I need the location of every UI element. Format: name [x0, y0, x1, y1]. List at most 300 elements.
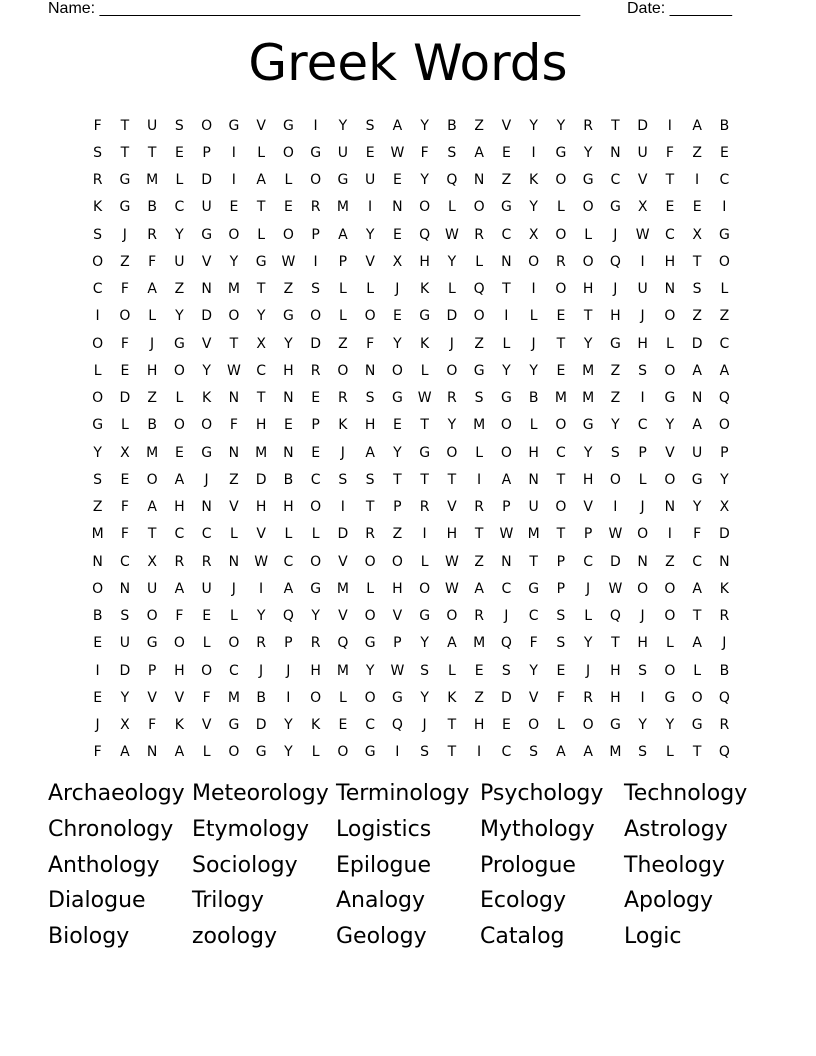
grid-letter: F [148, 253, 157, 270]
grid-letter: O [119, 308, 131, 325]
grid-letter: E [283, 417, 293, 434]
grid-letter: A [147, 499, 157, 516]
grid-letter: Z [610, 390, 621, 407]
grid-letter: M [473, 417, 486, 434]
word-list-item: Catalog [480, 924, 565, 950]
grid-letter: W [499, 526, 514, 543]
grid-letter: L [366, 281, 375, 298]
word-search-grid [84, 112, 738, 766]
grid-letter: E [501, 144, 511, 161]
grid-letter: I [667, 526, 672, 543]
grid-letter: I [231, 144, 236, 161]
grid-letter: O [310, 308, 322, 325]
grid-letter: O [391, 553, 403, 570]
grid-letter: F [420, 144, 429, 161]
grid-letter: P [720, 444, 729, 461]
grid-letter: U [337, 144, 348, 161]
grid-letter: B [283, 471, 294, 488]
grid-letter: I [477, 471, 482, 488]
word-list-item: Logistics [336, 816, 432, 842]
grid-letter: Z [92, 499, 103, 516]
grid-letter: S [93, 226, 103, 243]
grid-letter: O [473, 199, 485, 216]
grid-letter: Q [419, 226, 431, 243]
grid-letter: Q [718, 689, 730, 706]
grid-letter: V [229, 499, 239, 516]
grid-letter: T [692, 744, 702, 761]
grid-letter: H [582, 471, 594, 488]
grid-letter: N [392, 199, 403, 216]
grid-letter: N [719, 553, 730, 570]
grid-letter: C [692, 553, 703, 570]
grid-letter: U [528, 499, 539, 516]
grid-letter: O [419, 580, 431, 597]
grid-letter: M [527, 526, 540, 543]
grid-letter: A [283, 580, 294, 597]
grid-letter: G [718, 226, 730, 243]
grid-letter: Y [420, 172, 429, 189]
grid-letter: C [201, 526, 212, 543]
grid-letter: O [364, 689, 376, 706]
grid-letter: O [528, 717, 540, 734]
grid-letter: G [609, 717, 621, 734]
grid-letter: O [446, 444, 458, 461]
grid-letter: R [92, 172, 103, 189]
grid-letter: J [259, 662, 264, 679]
grid-letter: O [446, 608, 458, 625]
grid-letter: N [364, 362, 376, 379]
grid-letter: Z [120, 253, 130, 270]
grid-letter: L [175, 390, 184, 407]
grid-letter: M [336, 199, 349, 216]
grid-letter: S [501, 662, 511, 679]
grid-letter: T [229, 335, 239, 352]
grid-letter: D [609, 553, 621, 570]
grid-letter: D [119, 662, 131, 679]
grid-letter: X [120, 444, 130, 461]
grid-letter: R [256, 635, 266, 652]
grid-letter: G [419, 308, 431, 325]
word-list-item: Logic [624, 924, 682, 950]
grid-letter: A [447, 635, 457, 652]
grid-letter: R [310, 199, 321, 216]
grid-letter: M [146, 444, 159, 461]
grid-letter: O [609, 471, 621, 488]
grid-letter: E [501, 717, 511, 734]
grid-letter: Y [583, 444, 593, 461]
grid-letter: I [231, 172, 236, 189]
grid-letter: O [500, 417, 512, 434]
grid-letter: C [719, 335, 730, 352]
grid-letter: N [283, 444, 294, 461]
grid-letter: R [147, 226, 157, 243]
word-list-item: Meteorology [192, 781, 329, 806]
grid-letter: G [419, 444, 431, 461]
grid-letter: S [420, 662, 430, 679]
grid-letter: C [528, 608, 539, 625]
grid-letter: W [444, 580, 459, 597]
grid-letter: R [474, 608, 484, 625]
grid-letter: R [719, 717, 730, 734]
grid-letter: D [255, 717, 267, 734]
grid-letter: L [202, 635, 211, 652]
grid-letter: G [92, 417, 104, 434]
grid-letter: U [174, 253, 185, 270]
grid-letter: U [637, 281, 648, 298]
grid-letter: J [640, 499, 645, 516]
grid-letter: M [91, 526, 104, 543]
grid-letter: N [637, 553, 648, 570]
grid-letter: P [556, 553, 566, 570]
grid-letter: T [393, 471, 402, 488]
grid-letter: L [529, 417, 538, 434]
grid-letter: V [338, 608, 348, 625]
grid-letter: T [474, 526, 484, 543]
grid-letter: Y [311, 608, 320, 625]
grid-letter: V [637, 172, 648, 189]
grid-letter: L [148, 308, 157, 325]
grid-letter: N [228, 390, 240, 407]
grid-letter: O [92, 253, 104, 270]
grid-letter: H [637, 335, 648, 352]
grid-letter: G [255, 744, 267, 761]
grid-letter: J [640, 308, 645, 325]
grid-letter: C [583, 553, 594, 570]
grid-letter: O [718, 253, 730, 270]
grid-letter: G [282, 308, 294, 325]
grid-letter: H [419, 253, 430, 270]
grid-letter: V [365, 253, 375, 270]
grid-letter: S [311, 281, 321, 298]
grid-letter: Y [365, 662, 375, 679]
grid-letter: T [692, 253, 702, 270]
grid-letter: O [555, 281, 567, 298]
grid-letter: O [555, 226, 567, 243]
grid-letter: V [201, 717, 212, 734]
grid-letter: J [449, 335, 454, 352]
grid-letter: Y [420, 635, 429, 652]
grid-letter: G [201, 444, 213, 461]
grid-letter: Y [665, 717, 675, 734]
grid-letter: W [444, 226, 459, 243]
grid-letter: L [693, 662, 702, 679]
grid-letter: U [692, 444, 703, 461]
grid-letter: I [422, 526, 427, 543]
grid-letter: P [393, 635, 402, 652]
grid-letter: Y [638, 717, 647, 734]
grid-letter: I [640, 689, 645, 706]
grid-letter: O [637, 580, 649, 597]
grid-letter: Y [529, 662, 538, 679]
grid-letter: X [392, 253, 403, 270]
grid-letter: G [555, 144, 567, 161]
grid-letter: K [447, 689, 457, 706]
word-list-item: Ecology [480, 888, 567, 914]
grid-letter: N [473, 172, 485, 189]
grid-letter: Y [256, 308, 266, 325]
grid-letter: N [201, 499, 212, 516]
grid-letter: C [92, 281, 103, 298]
grid-letter: G [664, 390, 676, 407]
grid-letter: E [202, 608, 212, 625]
grid-letter: I [340, 499, 345, 516]
grid-letter: T [529, 553, 538, 570]
grid-letter: Z [338, 335, 348, 352]
grid-letter: T [583, 308, 593, 325]
grid-letter: O [173, 417, 185, 434]
grid-letter: E [392, 226, 402, 243]
grid-letter: Y [284, 717, 293, 734]
grid-letter: L [366, 580, 375, 597]
word-list-item: Mythology [480, 816, 595, 842]
grid-letter: I [695, 172, 700, 189]
word-list-item: zoology [192, 924, 278, 950]
grid-letter: Z [474, 117, 484, 134]
grid-letter: L [556, 199, 565, 216]
grid-letter: Y [284, 335, 293, 352]
grid-letter: Y [583, 635, 593, 652]
grid-letter: X [528, 226, 539, 243]
grid-letter: Q [500, 635, 512, 652]
grid-letter: O [637, 526, 649, 543]
date-field-label: Date: _______ [627, 0, 732, 17]
grid-letter: H [664, 253, 676, 270]
grid-letter: H [610, 308, 621, 325]
grid-letter: W [226, 362, 241, 379]
grid-letter: O [228, 308, 240, 325]
grid-letter: O [664, 580, 676, 597]
grid-letter: S [474, 390, 484, 407]
grid-letter: J [122, 226, 127, 243]
grid-letter: Y [529, 362, 538, 379]
grid-letter: D [718, 526, 730, 543]
grid-letter: V [256, 117, 266, 134]
grid-letter: O [173, 362, 185, 379]
grid-letter: G [473, 362, 485, 379]
grid-letter: H [283, 499, 294, 516]
grid-letter: E [174, 444, 184, 461]
grid-letter: N [228, 553, 240, 570]
grid-letter: Z [229, 471, 239, 488]
grid-letter: Y [665, 417, 675, 434]
grid-letter: A [692, 580, 702, 597]
grid-letter: H [255, 499, 267, 516]
grid-letter: L [338, 689, 347, 706]
grid-letter: E [311, 444, 321, 461]
grid-letter: E [120, 362, 130, 379]
grid-letter: T [147, 526, 157, 543]
grid-letter: T [556, 526, 566, 543]
grid-letter: E [338, 717, 348, 734]
grid-letter: K [202, 390, 212, 407]
grid-letter: L [202, 744, 211, 761]
grid-letter: L [720, 281, 729, 298]
grid-letter: Y [447, 417, 457, 434]
grid-letter: C [256, 362, 267, 379]
grid-letter: F [366, 335, 375, 352]
grid-letter: O [310, 499, 322, 516]
grid-letter: L [311, 744, 320, 761]
grid-letter: A [719, 362, 730, 379]
grid-letter: B [256, 689, 266, 706]
grid-letter: G [228, 117, 240, 134]
grid-letter: O [364, 308, 376, 325]
grid-letter: T [256, 390, 266, 407]
grid-letter: S [338, 471, 348, 488]
grid-letter: I [504, 308, 509, 325]
grid-letter: U [147, 580, 158, 597]
grid-letter: A [174, 580, 185, 597]
grid-letter: P [502, 499, 511, 516]
grid-letter: R [338, 390, 348, 407]
grid-letter: P [311, 226, 320, 243]
grid-letter: H [146, 362, 158, 379]
header-line [48, 0, 732, 20]
grid-letter: L [447, 662, 456, 679]
grid-letter: B [447, 117, 457, 134]
grid-letter: H [174, 662, 185, 679]
grid-letter: S [556, 635, 566, 652]
grid-letter: P [393, 499, 402, 516]
grid-letter: Y [229, 253, 239, 270]
grid-letter: Y [120, 689, 130, 706]
grid-letter: Z [610, 362, 621, 379]
grid-letter: T [665, 172, 675, 189]
grid-letter: R [419, 499, 430, 516]
grid-letter: C [664, 226, 675, 243]
grid-letter: S [365, 390, 375, 407]
grid-letter: S [93, 144, 103, 161]
grid-letter: O [555, 499, 567, 516]
grid-letter: O [555, 417, 567, 434]
grid-letter: L [475, 444, 484, 461]
grid-letter: L [284, 172, 293, 189]
grid-letter: Y [556, 117, 566, 134]
grid-letter: V [201, 253, 212, 270]
grid-letter: Y [529, 117, 538, 134]
grid-letter: O [664, 362, 676, 379]
grid-letter: C [310, 471, 321, 488]
grid-letter: L [665, 744, 674, 761]
grid-letter: F [556, 689, 565, 706]
grid-letter: K [420, 281, 430, 298]
grid-letter: A [692, 417, 702, 434]
grid-letter: E [283, 199, 293, 216]
grid-letter: Q [282, 608, 294, 625]
grid-letter: P [556, 580, 566, 597]
grid-letter: C [174, 199, 185, 216]
grid-letter: E [120, 471, 130, 488]
grid-letter: C [501, 226, 512, 243]
grid-letter: G [391, 390, 403, 407]
grid-letter: T [120, 117, 130, 134]
grid-letter: T [147, 144, 157, 161]
grid-letter: Q [391, 717, 403, 734]
grid-letter: G [201, 226, 213, 243]
grid-letter: Z [174, 281, 185, 298]
grid-letter: E [719, 144, 729, 161]
grid-letter: H [174, 499, 185, 516]
grid-letter: Y [611, 417, 620, 434]
grid-letter: C [119, 553, 130, 570]
grid-letter: G [310, 580, 322, 597]
grid-letter: Y [583, 144, 593, 161]
grid-letter: W [281, 253, 296, 270]
grid-letter: D [637, 117, 649, 134]
word-list-item: Dialogue [48, 888, 146, 914]
grid-letter: W [635, 226, 650, 243]
grid-letter: J [204, 471, 209, 488]
grid-letter: E [556, 662, 566, 679]
grid-letter: F [120, 335, 129, 352]
grid-letter: R [556, 253, 566, 270]
grid-letter: J [586, 580, 591, 597]
grid-letter: X [120, 717, 130, 734]
grid-letter: J [640, 608, 645, 625]
grid-letter: G [255, 253, 267, 270]
grid-letter: Q [609, 253, 621, 270]
grid-letter: T [611, 635, 620, 652]
word-list-item: Astrology [624, 816, 728, 842]
grid-letter: J [613, 281, 618, 298]
grid-letter: G [391, 689, 403, 706]
grid-letter: L [420, 553, 429, 570]
grid-letter: D [201, 308, 213, 325]
grid-letter: I [667, 117, 672, 134]
grid-letter: S [120, 608, 130, 625]
grid-letter: N [610, 144, 621, 161]
grid-letter: O [664, 662, 676, 679]
grid-letter: C [610, 172, 621, 189]
grid-letter: Y [256, 608, 266, 625]
grid-letter: I [368, 199, 373, 216]
grid-letter: T [256, 199, 266, 216]
grid-letter: G [419, 608, 431, 625]
grid-letter: V [501, 117, 512, 134]
grid-letter: T [420, 417, 429, 434]
grid-letter: H [255, 417, 267, 434]
grid-letter: Y [529, 199, 538, 216]
grid-letter: N [664, 499, 676, 516]
grid-letter: I [313, 117, 318, 134]
grid-letter: W [608, 526, 623, 543]
grid-letter: T [502, 281, 511, 298]
grid-letter: J [422, 717, 427, 734]
grid-letter: O [446, 362, 458, 379]
grid-letter: B [147, 417, 157, 434]
grid-letter: L [584, 608, 593, 625]
grid-letter: M [227, 689, 240, 706]
grid-letter: Y [447, 253, 457, 270]
grid-letter: U [637, 144, 648, 161]
grid-letter: O [228, 744, 240, 761]
grid-letter: O [337, 744, 349, 761]
grid-letter: Z [147, 390, 157, 407]
grid-letter: I [477, 744, 482, 761]
word-list-item: Chronology [48, 816, 174, 842]
grid-letter: D [446, 308, 458, 325]
grid-letter: Z [692, 308, 702, 325]
grid-letter: R [583, 689, 593, 706]
grid-letter: G [582, 172, 594, 189]
grid-letter: O [282, 144, 294, 161]
grid-letter: V [665, 444, 675, 461]
grid-letter: H [310, 662, 321, 679]
grid-letter: L [229, 608, 238, 625]
grid-letter: V [392, 608, 403, 625]
grid-letter: P [638, 444, 647, 461]
grid-letter: R [174, 553, 185, 570]
